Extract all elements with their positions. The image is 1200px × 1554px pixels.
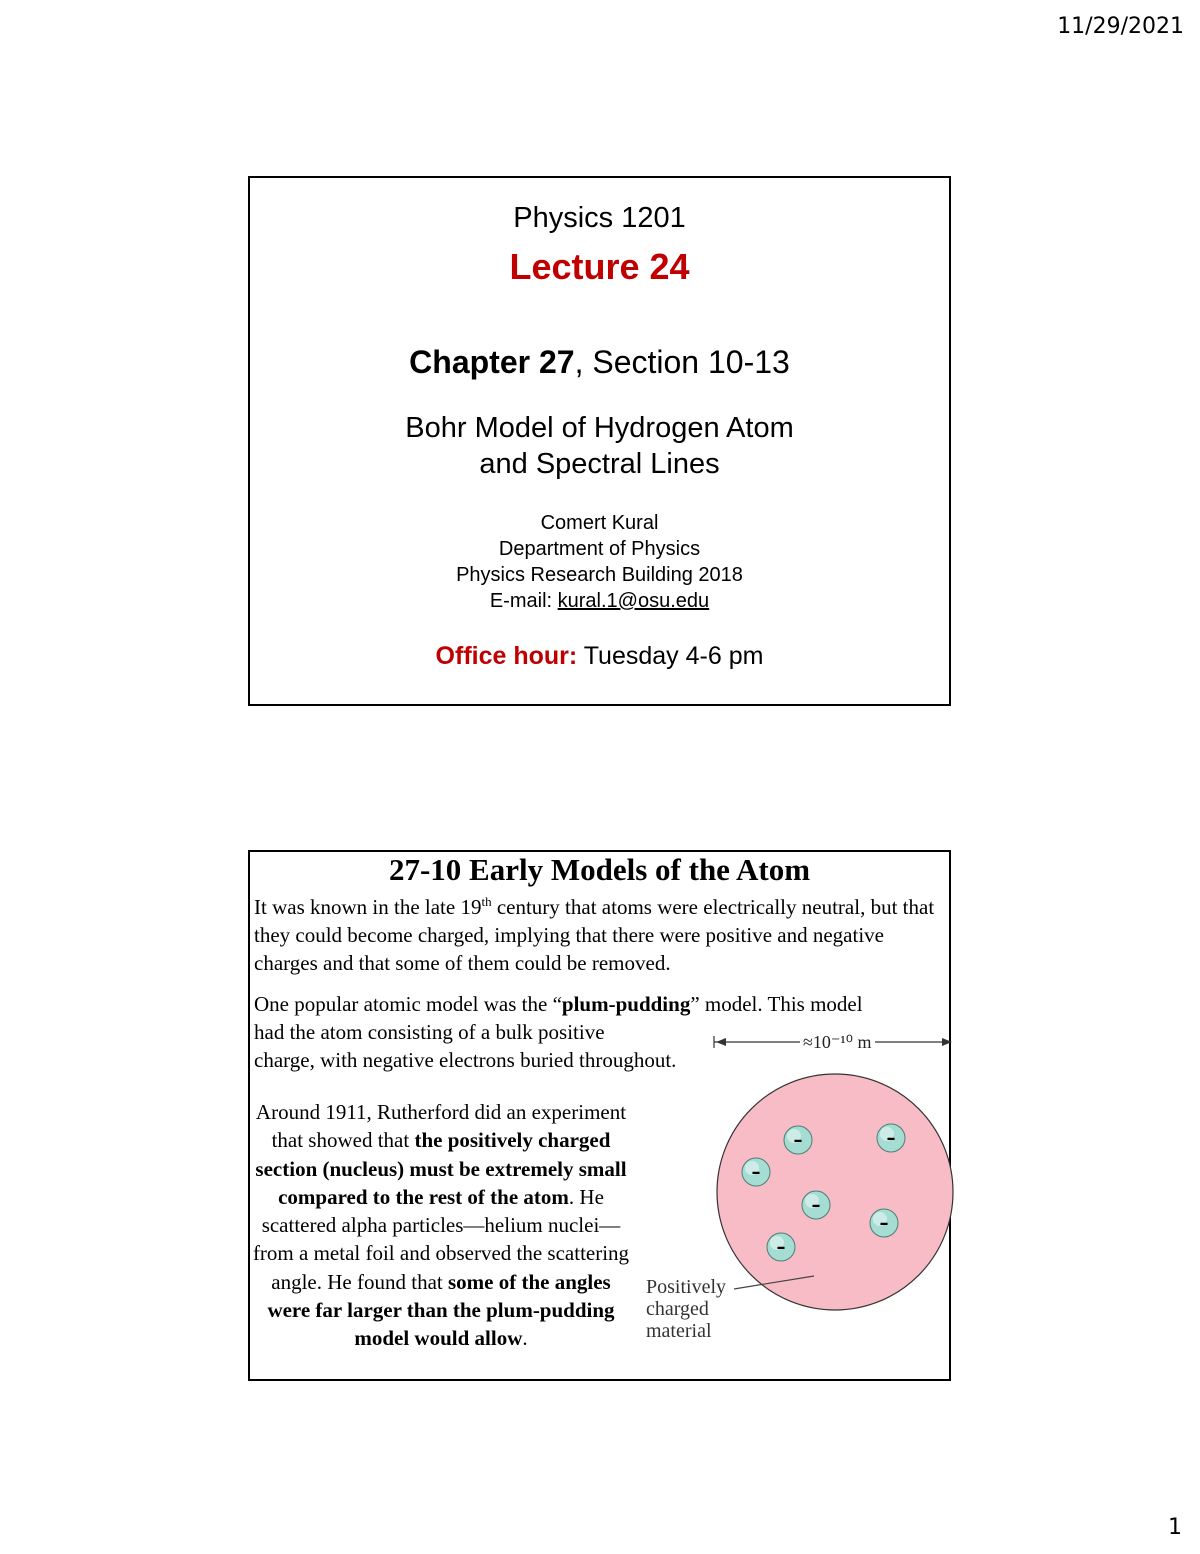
topic-line-2: and Spectral Lines (479, 448, 720, 480)
email-label: E-mail: (489, 590, 558, 612)
electron-minus-sign: – (751, 1162, 761, 1183)
para2-text-a: One popular atomic model was the “ (254, 992, 562, 1016)
office-building: Physics Research Building 2018 (456, 564, 743, 586)
early-models-slide (248, 850, 951, 1381)
scattering-result: some of the angles were far larger than the plum-pudding model would allow (267, 1269, 615, 1351)
para1-text-a: It was known in the late 19 (254, 895, 482, 919)
chapter-sections: , Section 10-13 (574, 344, 790, 380)
para1-superscript: th (481, 894, 492, 909)
instructor-name: Comert Kural (540, 512, 659, 534)
topic-line-1: Bohr Model of Hydrogen Atom (405, 412, 794, 444)
paragraph-rutherford (250, 1098, 632, 1353)
scale-left-arrow (716, 1038, 726, 1046)
plum-pudding-term: plum-pudding (561, 992, 691, 1016)
page-number: 1 (1168, 1515, 1182, 1540)
electron (767, 1233, 795, 1261)
instructor-info (250, 510, 949, 614)
lecture-topic (250, 410, 949, 482)
lecture-title: Lecture 24 (509, 246, 690, 287)
course-name: Physics 1201 (513, 202, 686, 234)
office-hours (250, 642, 949, 671)
plum-pudding-diagram (634, 1032, 954, 1382)
electron-minus-sign: – (886, 1128, 896, 1149)
scale-right-arrow (942, 1038, 952, 1046)
title-slide (248, 176, 951, 706)
para3-text-a: Around 1911, Rutherford did an experiment that showed that (255, 1100, 627, 1153)
electron (870, 1209, 898, 1237)
email-link[interactable]: kural.1@osu.edu (557, 590, 710, 612)
page-date: 11/29/2021 (1057, 14, 1184, 39)
label-line-2: charged (646, 1298, 709, 1320)
chapter-heading (250, 344, 949, 381)
para2-text-b: ” model. This model (690, 992, 863, 1016)
electron-minus-sign: – (793, 1130, 803, 1151)
electron (784, 1126, 812, 1154)
office-hours-time: Tuesday 4-6 pm (577, 642, 764, 670)
paragraph-neutral-atoms (254, 888, 946, 977)
label-line-3: material (646, 1320, 712, 1342)
electron (742, 1158, 770, 1186)
department: Department of Physics (498, 538, 701, 560)
para3-text-c: . (522, 1326, 528, 1351)
office-hours-label: Office hour: (435, 642, 578, 670)
electron (802, 1191, 830, 1219)
label-line-1: Positively (646, 1276, 727, 1298)
email-row (250, 588, 949, 614)
electron-minus-sign: – (879, 1213, 889, 1234)
para2-line-3: charge, with negative electrons buried throughout. (254, 1048, 677, 1072)
electron-minus-sign: – (776, 1237, 786, 1258)
slide-title: 27-10 Early Models of the Atom (388, 852, 811, 887)
electron-minus-sign: – (811, 1195, 821, 1216)
para3-text-b: . He scattered alpha particles—helium nuclei—from a metal foil and observed the scattering angle. He found that (252, 1184, 630, 1294)
nucleus-claim: the positively charged section (nucleus) must be extremely small compared to the rest of the atom (255, 1128, 627, 1209)
electron (877, 1124, 905, 1152)
scale-label: ≈10⁻¹⁰ m (800, 1032, 875, 1053)
positive-sphere (717, 1074, 953, 1310)
para2-line-2: had the atom consisting of a bulk positive (254, 1020, 605, 1044)
chapter-number: Chapter 27 (409, 344, 575, 380)
para1-text-b: century that atoms were electrically neutral, but that they could become charged, implying that there were positive and negative charges and that some of them could be removed. (254, 895, 935, 975)
positive-material-label (646, 1276, 726, 1342)
